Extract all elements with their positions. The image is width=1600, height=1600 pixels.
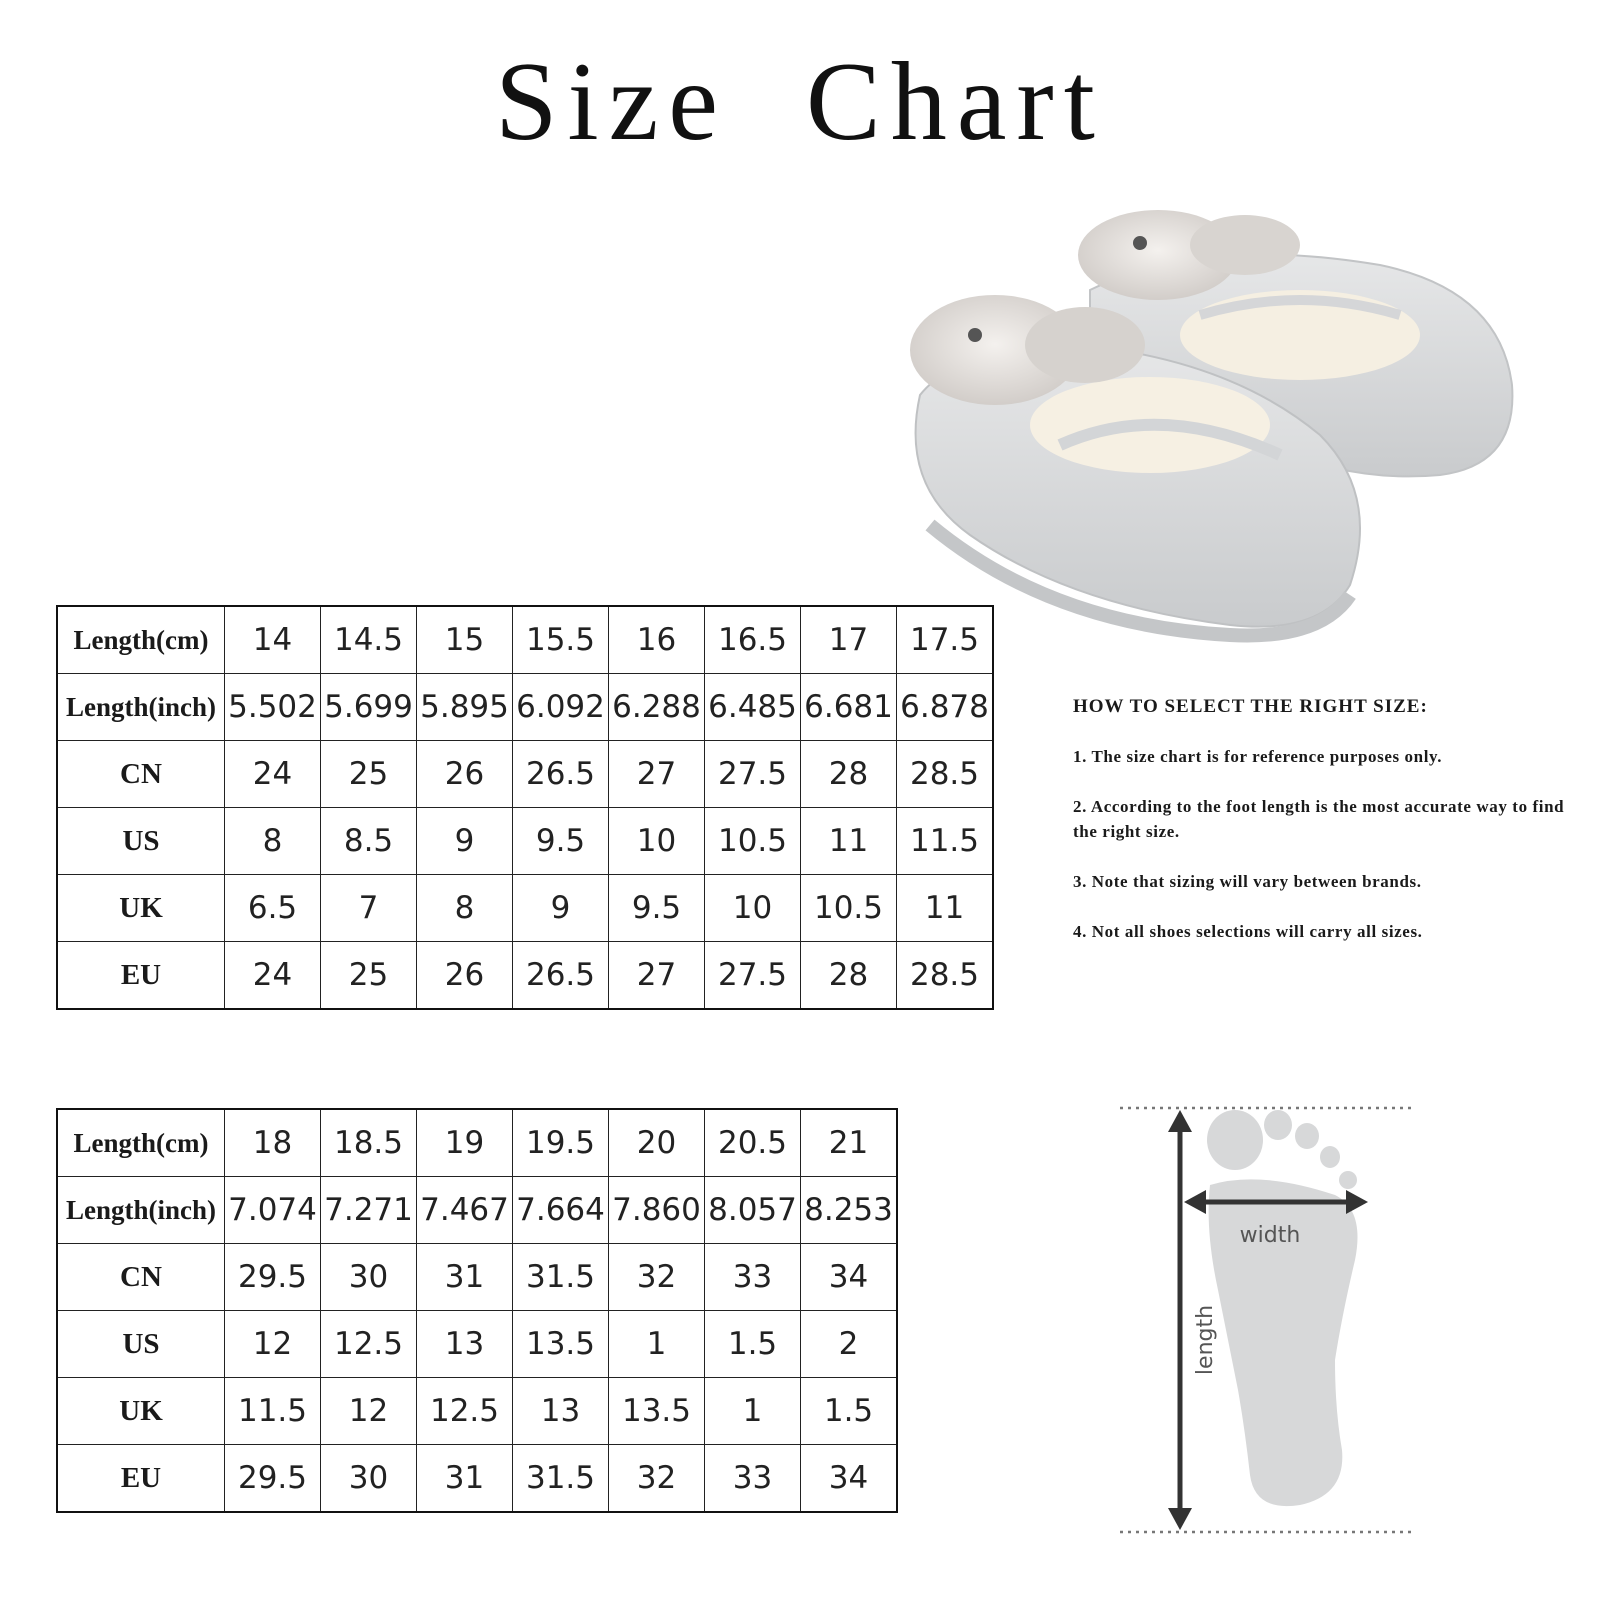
size-guide-item: 2. According to the foot length is the most accurate way to find the right size.	[1073, 797, 1565, 841]
table-cell: 31	[417, 1445, 513, 1513]
size-table-1-body	[57, 606, 993, 1009]
table-cell: 26.5	[513, 741, 609, 808]
size-table-2-body	[57, 1109, 897, 1512]
table-cell: 32	[609, 1445, 705, 1513]
page-title: Size Chart	[495, 40, 1105, 164]
table-row	[57, 1109, 897, 1177]
row-header: Length(inch)	[57, 674, 225, 741]
table-row	[57, 1311, 897, 1378]
size-guide-heading: HOW TO SELECT THE RIGHT SIZE:	[1073, 696, 1428, 717]
table-row	[57, 1378, 897, 1445]
table-cell: 7.074	[225, 1177, 321, 1244]
table-cell: 1.5	[801, 1378, 898, 1445]
table-cell: 5.895	[417, 674, 513, 741]
table-cell: 12	[225, 1311, 321, 1378]
row-header: Length(cm)	[57, 606, 225, 674]
size-guide	[1073, 696, 1573, 969]
slipper-product-image	[900, 195, 1560, 655]
row-header: UK	[57, 1378, 225, 1445]
table-cell: 20.5	[705, 1109, 801, 1177]
table-cell: 27.5	[705, 741, 801, 808]
table-cell: 7.664	[513, 1177, 609, 1244]
table-cell: 27	[609, 741, 705, 808]
table-cell: 6.681	[801, 674, 897, 741]
table-cell: 11.5	[897, 808, 994, 875]
table-row	[57, 875, 993, 942]
table-cell: 28	[801, 942, 897, 1010]
table-cell: 25	[321, 741, 417, 808]
table-cell: 13	[513, 1378, 609, 1445]
foot-measurement-diagram	[1110, 1100, 1430, 1540]
table-cell: 31.5	[513, 1445, 609, 1513]
table-row	[57, 808, 993, 875]
table-cell: 32	[609, 1244, 705, 1311]
table-cell: 18	[225, 1109, 321, 1177]
table-cell: 19	[417, 1109, 513, 1177]
table-row	[57, 674, 993, 741]
table-cell: 13.5	[513, 1311, 609, 1378]
table-cell: 6.288	[609, 674, 705, 741]
row-header: CN	[57, 1244, 225, 1311]
table-cell: 8.253	[801, 1177, 898, 1244]
table-cell: 33	[705, 1244, 801, 1311]
table-row	[57, 942, 993, 1010]
table-cell: 9	[513, 875, 609, 942]
table-cell: 6.5	[225, 875, 321, 942]
size-table-1	[56, 605, 994, 1010]
table-cell: 5.502	[225, 674, 321, 741]
table-row	[57, 606, 993, 674]
table-cell: 6.092	[513, 674, 609, 741]
table-cell: 6.485	[705, 674, 801, 741]
table-cell: 34	[801, 1445, 898, 1513]
table-cell: 15.5	[513, 606, 609, 674]
table-cell: 1.5	[705, 1311, 801, 1378]
table-cell: 26.5	[513, 942, 609, 1010]
table-cell: 7	[321, 875, 417, 942]
row-header: CN	[57, 741, 225, 808]
width-label: width	[1239, 1223, 1301, 1248]
table-cell: 11.5	[225, 1378, 321, 1445]
table-cell: 5.699	[321, 674, 417, 741]
table-cell: 1	[705, 1378, 801, 1445]
table-cell: 15	[417, 606, 513, 674]
table-row	[57, 1445, 897, 1513]
table-cell: 26	[417, 942, 513, 1010]
table-row	[57, 1244, 897, 1311]
table-cell: 13	[417, 1311, 513, 1378]
table-cell: 11	[897, 875, 994, 942]
table-cell: 24	[225, 942, 321, 1010]
table-cell: 33	[705, 1445, 801, 1513]
table-cell: 19.5	[513, 1109, 609, 1177]
table-cell: 28	[801, 741, 897, 808]
length-label: length	[1193, 1304, 1218, 1376]
row-header: US	[57, 1311, 225, 1378]
table-cell: 9	[417, 808, 513, 875]
table-cell: 14	[225, 606, 321, 674]
table-cell: 11	[801, 808, 897, 875]
table-cell: 14.5	[321, 606, 417, 674]
row-header: Length(cm)	[57, 1109, 225, 1177]
table-cell: 29.5	[225, 1445, 321, 1513]
row-header: Length(inch)	[57, 1177, 225, 1244]
table-row	[57, 1177, 897, 1244]
table-cell: 17.5	[897, 606, 994, 674]
table-cell: 16.5	[705, 606, 801, 674]
table-cell: 30	[321, 1244, 417, 1311]
table-cell: 27	[609, 942, 705, 1010]
table-cell: 7.271	[321, 1177, 417, 1244]
table-cell: 10.5	[801, 875, 897, 942]
table-cell: 2	[801, 1311, 898, 1378]
table-cell: 13.5	[609, 1378, 705, 1445]
size-guide-item: 1. The size chart is for reference purposes only.	[1073, 747, 1443, 766]
table-cell: 18.5	[321, 1109, 417, 1177]
table-cell: 17	[801, 606, 897, 674]
table-cell: 8	[417, 875, 513, 942]
table-cell: 1	[609, 1311, 705, 1378]
row-header: EU	[57, 942, 225, 1010]
table-cell: 25	[321, 942, 417, 1010]
table-cell: 9.5	[609, 875, 705, 942]
foot-icon	[1207, 1110, 1358, 1506]
size-guide-item: 3. Note that sizing will vary between brands.	[1073, 872, 1422, 891]
table-row	[57, 741, 993, 808]
table-cell: 30	[321, 1445, 417, 1513]
table-cell: 34	[801, 1244, 898, 1311]
table-cell: 24	[225, 741, 321, 808]
table-cell: 12.5	[321, 1311, 417, 1378]
table-cell: 8.057	[705, 1177, 801, 1244]
table-cell: 28.5	[897, 741, 994, 808]
table-cell: 31.5	[513, 1244, 609, 1311]
size-guide-item: 4. Not all shoes selections will carry all sizes.	[1073, 922, 1423, 941]
table-cell: 6.878	[897, 674, 994, 741]
table-cell: 7.860	[609, 1177, 705, 1244]
table-cell: 26	[417, 741, 513, 808]
table-cell: 10	[705, 875, 801, 942]
table-cell: 20	[609, 1109, 705, 1177]
table-cell: 16	[609, 606, 705, 674]
table-cell: 29.5	[225, 1244, 321, 1311]
size-table-2	[56, 1108, 898, 1513]
table-cell: 12	[321, 1378, 417, 1445]
table-cell: 31	[417, 1244, 513, 1311]
table-cell: 8.5	[321, 808, 417, 875]
table-cell: 9.5	[513, 808, 609, 875]
row-header: UK	[57, 875, 225, 942]
table-cell: 8	[225, 808, 321, 875]
table-cell: 12.5	[417, 1378, 513, 1445]
table-cell: 10	[609, 808, 705, 875]
table-cell: 21	[801, 1109, 898, 1177]
table-cell: 27.5	[705, 942, 801, 1010]
table-cell: 7.467	[417, 1177, 513, 1244]
row-header: EU	[57, 1445, 225, 1513]
table-cell: 28.5	[897, 942, 994, 1010]
table-cell: 10.5	[705, 808, 801, 875]
row-header: US	[57, 808, 225, 875]
